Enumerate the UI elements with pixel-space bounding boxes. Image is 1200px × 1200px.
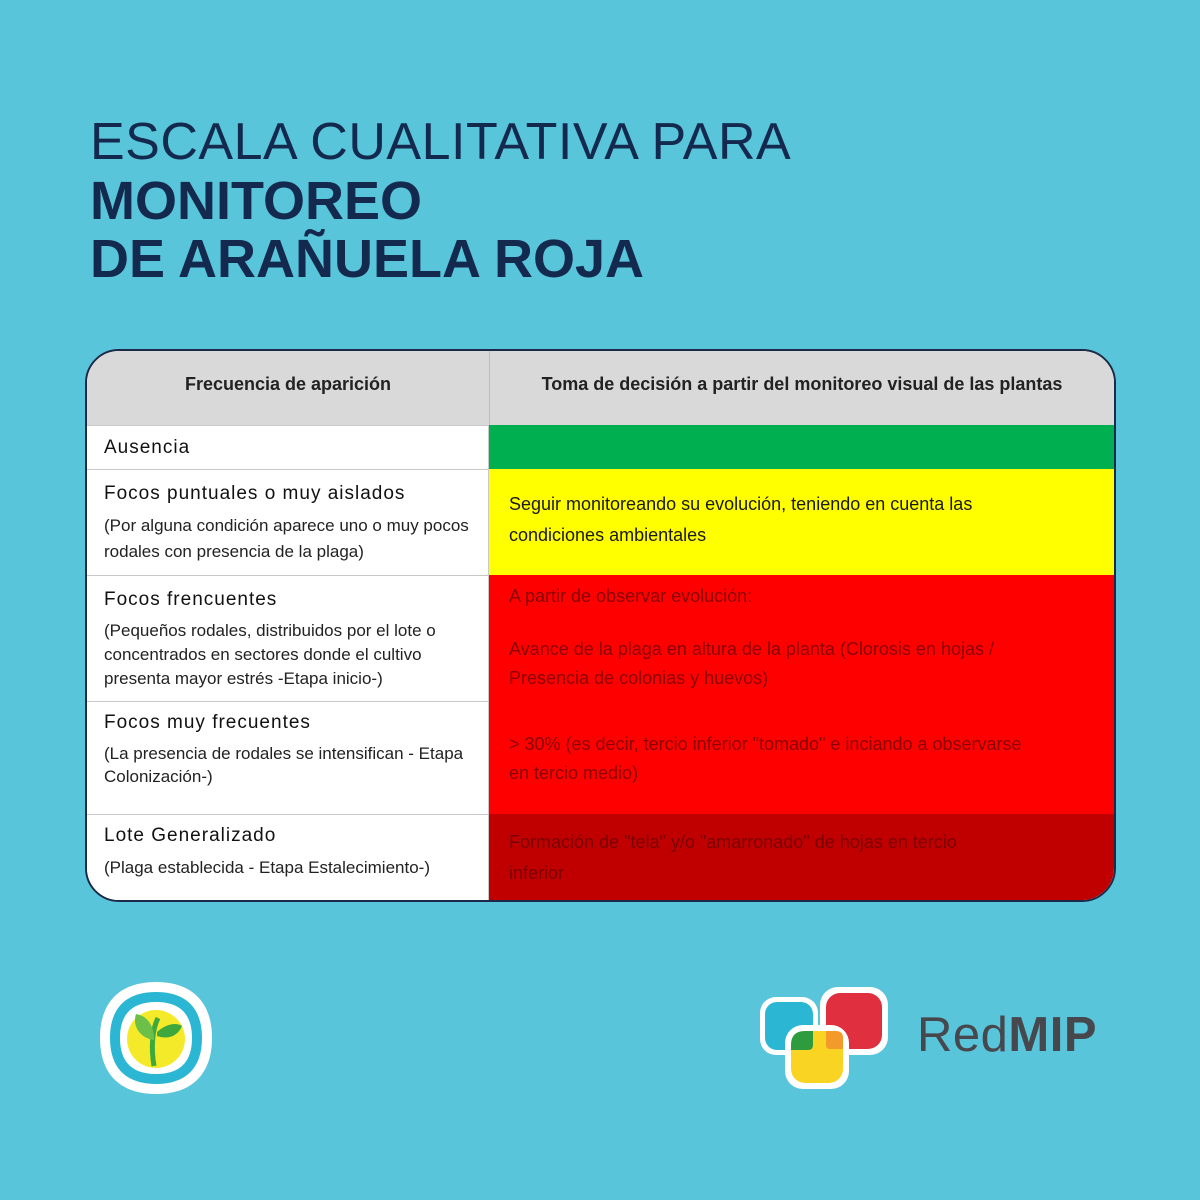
decision-cell-yellow — [489, 469, 1114, 575]
row-description: (Plaga establecida - Etapa Estalecimiento-) — [104, 858, 430, 877]
header-decision: Toma de decisión a partir del monitoreo visual de las plantas — [541, 374, 1063, 394]
decision-text: en tercio medio) — [509, 763, 639, 783]
monitoring-scale-table — [85, 349, 1116, 902]
overlapping-squares-logo-icon — [758, 985, 892, 1091]
table-row — [87, 701, 489, 814]
row-name: Focos muy frecuentes — [104, 712, 311, 733]
decision-cell-red — [489, 575, 1114, 814]
decision-text: Presencia de colonias y huevos) — [509, 668, 769, 688]
decision-text: condiciones ambientales — [509, 525, 707, 545]
title-line-1: ESCALA CUALITATIVA PARA — [90, 113, 792, 171]
table-header — [87, 351, 1114, 425]
decision-text: > 30% (es decir, tercio inferior "tomado" e inciando a observarse — [509, 734, 1022, 754]
row-description: (Por alguna condición aparece uno o muy pocos rodales con presencia de la plaga) — [104, 516, 469, 561]
title-line-3: DE ARAÑUELA ROJA — [90, 229, 645, 289]
table-row — [87, 575, 489, 701]
brand-bold: MIP — [1008, 1008, 1098, 1062]
page-title — [90, 112, 791, 288]
header-frequency: Frecuencia de aparición — [184, 374, 392, 394]
row-name: Ausencia — [104, 437, 191, 458]
row-name: Focos frencuentes — [104, 589, 278, 610]
table-row — [87, 425, 489, 469]
row-name: Lote Generalizado — [104, 825, 277, 846]
decision-text: Seguir monitoreando su evolución, teniendo en cuenta las — [509, 494, 973, 514]
brand-wordmark — [917, 1007, 1097, 1063]
sprout-circle-logo-icon — [96, 978, 216, 1098]
decision-cell-green — [489, 425, 1114, 469]
decision-intro: A partir de observar evolución: — [509, 586, 753, 606]
title-line-2: MONITOREO — [90, 171, 423, 231]
table-row — [87, 469, 489, 575]
row-description: (Pequeños rodales, distribuidos por el lote o concentrados en sectores donde el cultivo presenta mayor estrés -Etapa inicio-) — [104, 621, 436, 688]
table-row — [87, 814, 489, 900]
decision-text: inferior — [509, 863, 565, 883]
decision-text: Avance de la plaga en altura de la planta (Clorosis en hojas / — [509, 639, 994, 659]
decision-text: Formación de "tela" y/o "amarronado" de hojas en tercio — [509, 832, 957, 852]
row-name: Focos puntuales o muy aislados — [104, 483, 406, 504]
row-description: (La presencia de rodales se intensifican - Etapa Colonización-) — [104, 744, 464, 786]
decision-cell-darkred — [489, 814, 1114, 900]
brand-regular: Red — [917, 1008, 1009, 1062]
